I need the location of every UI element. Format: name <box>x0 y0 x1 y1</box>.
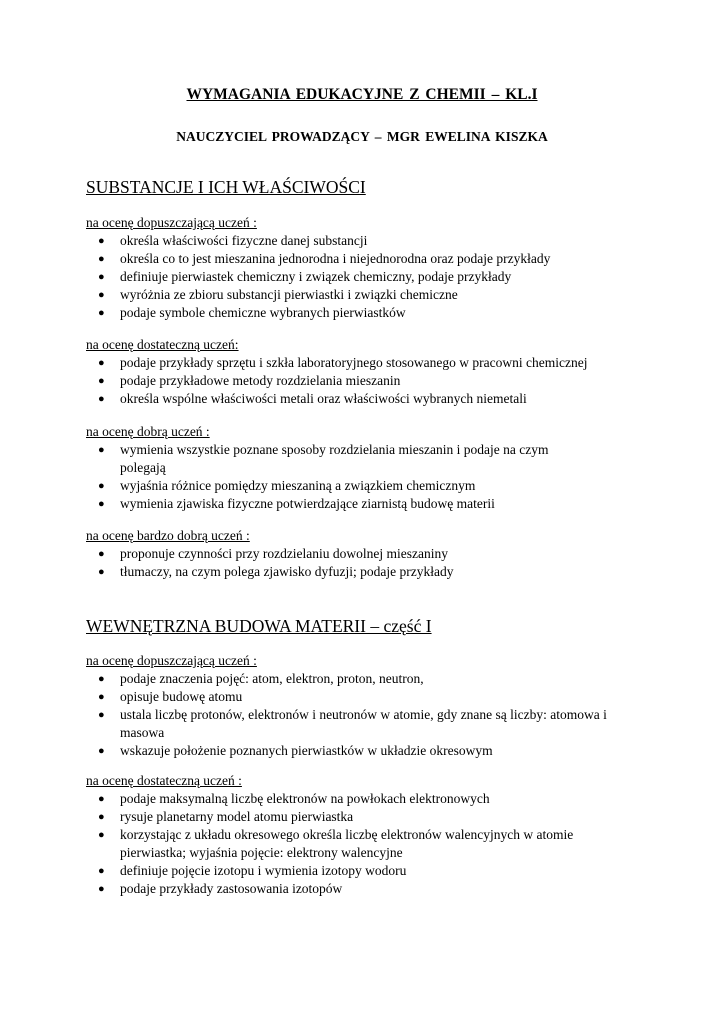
bullet-icon: ● <box>98 883 105 895</box>
bullet-icon: ● <box>98 480 105 492</box>
teacher-line: NAUCZYCIEL PROWADZĄCY – MGR EWELINA KISZKA <box>176 129 548 144</box>
list-item: ● rysuje planetarny model atomu pierwiastka <box>98 809 354 824</box>
bullet-icon: ● <box>98 393 105 405</box>
grade-label: na ocenę dopuszczającą uczeń : <box>86 215 257 230</box>
list-item: ● podaje maksymalną liczbę elektronów na powłokach elektronowych <box>98 791 490 806</box>
list-item: ● podaje symbole chemiczne wybranych pierwiastków <box>98 305 406 320</box>
bullet-icon: ● <box>98 548 105 560</box>
bullet-icon: ● <box>98 253 105 265</box>
list-item: ● proponuje czynności przy rozdzielaniu dowolnej mieszaniny <box>98 546 449 561</box>
grade-label: na ocenę dopuszczającą uczeń : <box>86 653 257 668</box>
list-item: ● określa co to jest mieszanina jednorodna i niejednorodna oraz podaje przykłady <box>98 251 551 266</box>
bullet-icon: ● <box>98 829 105 841</box>
list-item: ● opisuje budowę atomu <box>98 689 243 704</box>
bullet-icon: ● <box>98 566 105 578</box>
bullet-icon: ● <box>98 673 105 685</box>
list-item: ● wyróżnia ze zbioru substancji pierwiastki i związki chemiczne <box>98 287 458 302</box>
list-item: ● wymienia zjawiska fizyczne potwierdzające ziarnistą budowę materii <box>98 496 495 511</box>
list-item: ● podaje przykładowe metody rozdzielania mieszanin <box>98 373 401 388</box>
document-title: WYMAGANIA EDUKACYJNE Z CHEMII – KL.I <box>186 86 538 103</box>
list-item: ● określa właściwości fizyczne danej substancji <box>98 233 368 248</box>
bullet-icon: ● <box>98 444 105 456</box>
requirements-list <box>0 232 640 322</box>
bullet-icon: ● <box>98 811 105 823</box>
requirements-list <box>0 790 640 898</box>
list-item: ● podaje przykłady zastosowania izotopów <box>98 881 343 896</box>
section-heading: SUBSTANCJE I ICH WŁAŚCIWOŚCI <box>86 177 366 197</box>
list-item: ● wymienia wszystkie poznane sposoby rozdzielania mieszanin i podaje na czym polegają <box>98 442 549 475</box>
grade-label: na ocenę dostateczną uczeń: <box>86 337 239 352</box>
requirements-list <box>0 670 640 760</box>
list-item: ● podaje znaczenia pojęć: atom, elektron, proton, neutron, <box>98 671 424 686</box>
bullet-icon: ● <box>98 235 105 247</box>
list-item: ● wyjaśnia różnice pomiędzy mieszaniną a związkiem chemicznym <box>98 478 476 493</box>
bullet-icon: ● <box>98 307 105 319</box>
grade-label: na ocenę dobrą uczeń : <box>86 424 210 439</box>
bullet-icon: ● <box>98 357 105 369</box>
list-item: ● określa wspólne właściwości metali oraz właściwości wybranych niemetali <box>98 391 527 406</box>
bullet-icon: ● <box>98 289 105 301</box>
requirements-list <box>0 441 640 513</box>
list-item: ● korzystając z układu okresowego określa liczbę elektronów walencyjnych w atomie pierwiastka; wyjaśnia pojęcie: elektrony walencyjne <box>98 827 574 860</box>
list-item: ● definiuje pojęcie izotopu i wymienia izotopy wodoru <box>98 863 407 878</box>
bullet-icon: ● <box>98 793 105 805</box>
section-heading: WEWNĘTRZNA BUDOWA MATERII – część I <box>86 616 432 636</box>
grade-label: na ocenę dostateczną uczeń : <box>86 773 242 788</box>
list-item: ● definiuje pierwiastek chemiczny i związek chemiczny, podaje przykłady <box>98 269 512 284</box>
bullet-icon: ● <box>98 709 105 721</box>
bullet-icon: ● <box>98 691 105 703</box>
list-item: ● podaje przykłady sprzętu i szkła laboratoryjnego stosowanego w pracowni chemicznej <box>98 355 588 370</box>
bullet-icon: ● <box>98 865 105 877</box>
list-item: ● ustala liczbę protonów, elektronów i neutronów w atomie, gdy znane są liczby: atomowa i masowa <box>98 707 607 740</box>
bullet-icon: ● <box>98 271 105 283</box>
bullet-icon: ● <box>98 745 105 757</box>
grade-label: na ocenę bardzo dobrą uczeń : <box>86 528 250 543</box>
requirements-list <box>0 354 640 408</box>
list-item: ● tłumaczy, na czym polega zjawisko dyfuzji; podaje przykłady <box>98 564 454 579</box>
bullet-icon: ● <box>98 375 105 387</box>
bullet-icon: ● <box>98 498 105 510</box>
list-item: ● wskazuje położenie poznanych pierwiastków w układzie okresowym <box>98 743 493 758</box>
requirements-list <box>0 545 640 581</box>
